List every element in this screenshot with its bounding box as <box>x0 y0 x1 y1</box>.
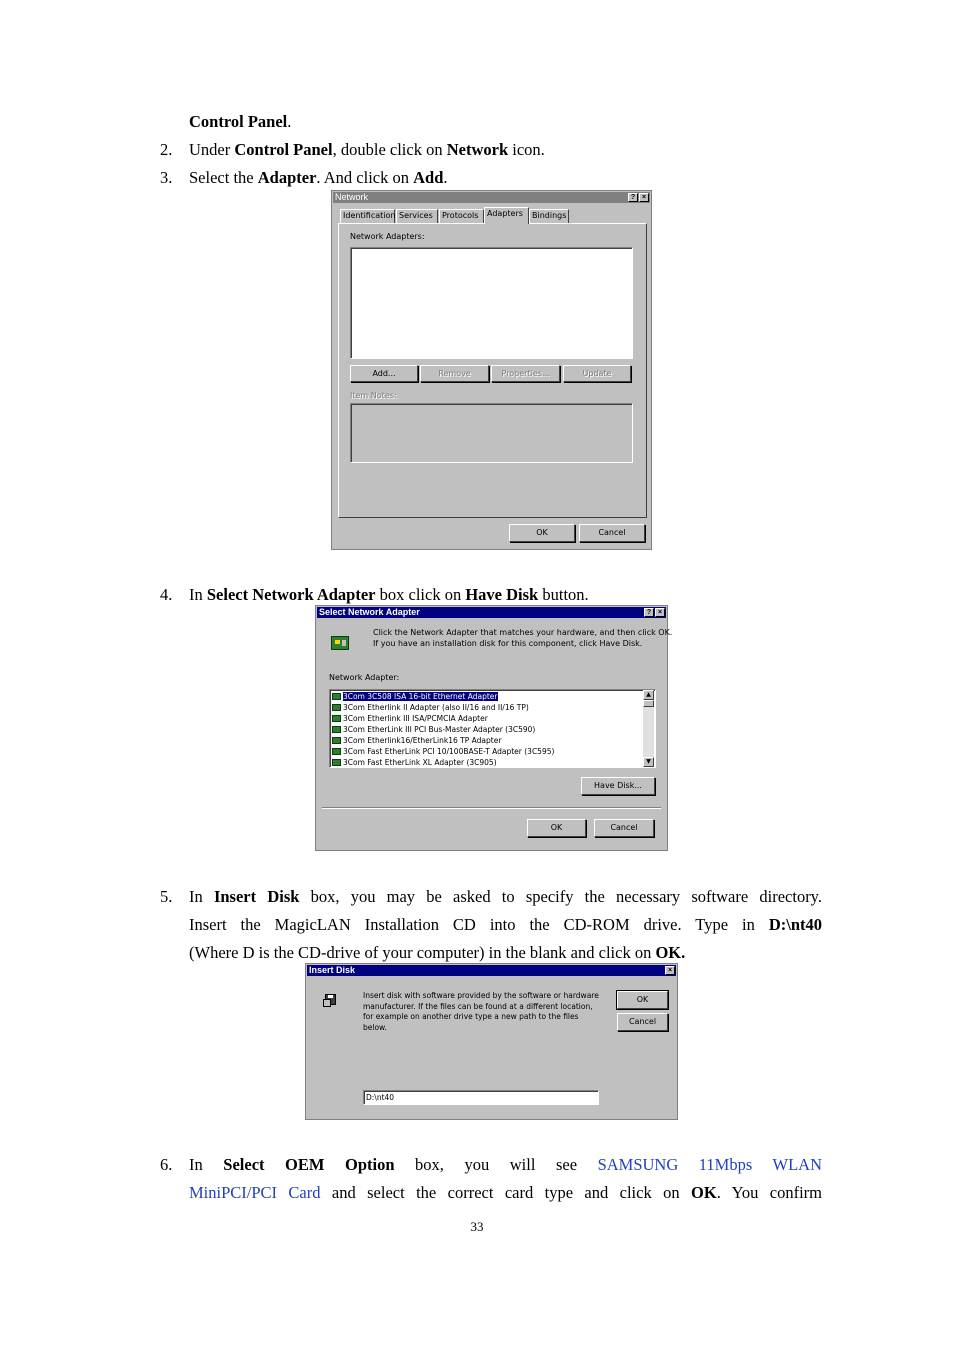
separator <box>322 807 661 809</box>
properties-button[interactable]: Properties... <box>491 365 560 382</box>
scroll-thumb[interactable] <box>643 700 654 707</box>
tab-services[interactable]: Services <box>396 209 438 223</box>
path-input-value: D:\nt40 <box>366 1093 395 1102</box>
item-notes-label: Item Notes: <box>350 391 397 400</box>
tab-identification[interactable]: Identification <box>340 209 395 223</box>
add-button[interactable]: Add... <box>350 365 418 382</box>
dialog-title: Insert Disk <box>309 965 356 975</box>
step-1-continuation <box>189 108 291 136</box>
close-icon[interactable]: × <box>665 966 675 975</box>
tab-protocols[interactable]: Protocols <box>439 209 484 223</box>
dialog-title: Select Network Adapter <box>319 607 420 617</box>
have-disk-button[interactable]: Have Disk... <box>581 777 655 795</box>
step-text: Under Control Panel, double click on Network icon. <box>189 140 545 159</box>
path-input[interactable] <box>363 1090 599 1105</box>
insert-disk-dialog <box>305 963 678 1120</box>
adapter-icon <box>332 726 341 733</box>
ok-button[interactable]: OK <box>527 819 586 837</box>
help-icon[interactable]: ? <box>644 608 654 617</box>
select-adapter-titlebar <box>317 607 666 618</box>
page-number: 33 <box>470 1219 484 1234</box>
cancel-button[interactable]: Cancel <box>579 524 645 542</box>
adapter-icon <box>332 704 341 711</box>
control-panel-bold: Control Panel <box>189 112 288 131</box>
dialog-title: Network <box>335 192 369 202</box>
item-notes-box <box>350 403 633 463</box>
tab-adapters[interactable]: Adapters <box>484 207 529 224</box>
adapter-list-scrollbar[interactable] <box>643 690 654 767</box>
list-item[interactable]: 3Com Fast EtherLink XL Adapter (3C905) <box>332 757 497 768</box>
step-number: 6. <box>160 1155 173 1174</box>
tab-bindings[interactable]: Bindings <box>529 209 569 223</box>
help-icon[interactable]: ? <box>628 193 638 202</box>
list-item[interactable]: 3Com 3C508 ISA 16-bit Ethernet Adapter <box>332 691 498 702</box>
step-number: 2. <box>160 140 173 159</box>
adapter-icon <box>332 748 341 755</box>
list-item[interactable]: 3Com Etherlink16/EtherLink16 TP Adapter <box>332 735 501 746</box>
step-text: In Select Network Adapter box click on Have Disk button. <box>189 585 589 604</box>
insert-disk-titlebar <box>307 965 676 976</box>
list-item[interactable]: 3Com EtherLink III PCI Bus-Master Adapter (3C590) <box>332 724 535 735</box>
adapter-icon <box>332 737 341 744</box>
step-6-line-2: MiniPCI/PCI Card and select the correct card type and click on OK. You confirm <box>189 1183 822 1202</box>
network-card-icon <box>331 636 349 650</box>
adapter-list[interactable] <box>329 689 656 768</box>
step-number: 3. <box>160 168 173 187</box>
scroll-down-icon[interactable]: ▼ <box>643 757 654 767</box>
network-adapter-label: Network Adapter: <box>329 673 400 682</box>
step-text: Select the Adapter. And click on Add. <box>189 168 448 187</box>
step-number: 5. <box>160 887 173 906</box>
adapter-icon <box>332 693 341 700</box>
insert-disk-message: Insert disk with software provided by the software or hardware manufacturer. If the files can be found at a different location, for example on another drive type a new path to the files below. <box>363 991 599 1032</box>
network-dialog-titlebar <box>333 192 650 203</box>
period: . <box>287 112 292 131</box>
ok-button[interactable]: OK <box>617 991 668 1009</box>
step-5-line-2: Insert the MagicLAN Installation CD into the CD-ROM drive. Type in D:\nt40 <box>189 915 822 934</box>
list-item[interactable]: 3Com Etherlink III ISA/PCMCIA Adapter <box>332 713 488 724</box>
step-number: 4. <box>160 585 173 604</box>
network-adapters-list[interactable] <box>350 247 633 359</box>
ok-button[interactable]: OK <box>509 524 575 542</box>
network-adapters-label: Network Adapters: <box>350 232 425 241</box>
list-item[interactable]: 3Com Etherlink II Adapter (also II/16 and II/16 TP) <box>332 702 529 713</box>
cancel-button[interactable]: Cancel <box>617 1013 668 1031</box>
remove-button[interactable]: Remove <box>420 365 489 382</box>
select-network-adapter-dialog <box>315 605 673 851</box>
step-5-line-3: (Where D is the CD-drive of your computer) in the blank and click on OK. <box>189 943 686 962</box>
disk-icon <box>323 994 337 1008</box>
scroll-up-icon[interactable]: ▲ <box>643 690 654 700</box>
step-5-line-1: In Insert Disk box, you may be asked to specify the necessary software directory. <box>189 887 822 906</box>
instruction-line-1: Click the Network Adapter that matches your hardware, and then click OK. <box>373 628 673 637</box>
list-item[interactable]: 3Com Fast EtherLink PCI 10/100BASE-T Adapter (3C595) <box>332 746 554 757</box>
update-button[interactable]: Update <box>563 365 631 382</box>
cancel-button[interactable]: Cancel <box>594 819 654 837</box>
step-6-line-1: In Select OEM Option box, you will see SAMSUNG 11Mbps WLAN <box>189 1155 822 1174</box>
instruction-line-2: If you have an installation disk for this component, click Have Disk. <box>373 639 643 648</box>
adapter-icon <box>332 759 341 766</box>
adapter-icon <box>332 715 341 722</box>
close-icon[interactable]: × <box>639 193 649 202</box>
network-dialog <box>331 190 652 550</box>
close-icon[interactable]: × <box>655 608 665 617</box>
